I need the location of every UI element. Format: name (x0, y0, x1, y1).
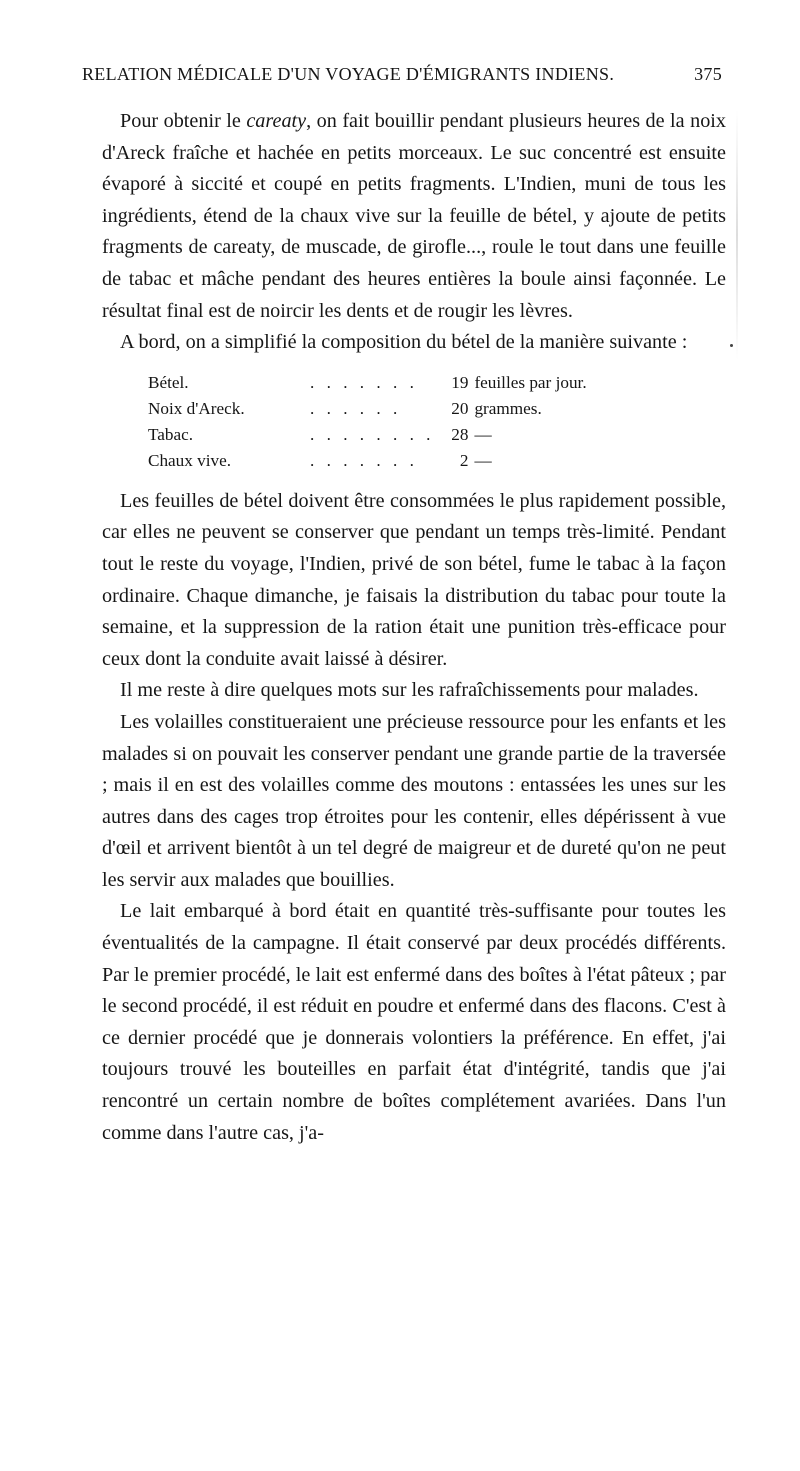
ration-row (148, 448, 664, 474)
ration-row (148, 370, 664, 396)
careaty-term: careaty (246, 110, 307, 132)
betel-ration-table (148, 370, 664, 474)
paragraph-refreshments: Il me reste à dire quelques mots sur les rafraîchissements pour malades. (120, 679, 699, 702)
paragraph-betel-leaves: Les feuilles de bétel doivent être consommées le plus rapidement possible, car elles ne peuvent se conserver que pendant un temps très-limité. Pendant tout le reste du voyage, l'Indien, privé de son bétel, fume le tabac à la façon ordinaire. Chaque dimanche, je faisais la distribution du tabac pour toute la semaine, et la suppression de la ration était une punition très-efficace pour ceux dont la conduite avait laissé à désirer. (102, 489, 726, 670)
running-header (82, 64, 722, 90)
ration-leader-dots: . . . . . . . (310, 450, 418, 470)
page-edge-shadow (736, 110, 738, 360)
paragraph-text: , on fait bouillir pendant plusieurs heures de la noix d'Areck fraîche et hachée en petits morceaux. Le suc concentré est ensuite évaporé à siccité et coupé en petits fragments. L'Indien, muni de tous les ingrédients, étend de la chaux vive sur la feuille de bétel, y ajoute de petits fragments de careaty, de muscade, de girofle..., roule le tout dans une feuille de tabac et mâche pendant des heures entières la boule ainsi façonnée. Le résultat final est de noircir les dents et de rougir les lèvres. (102, 110, 726, 322)
ration-unit: — (474, 424, 492, 444)
ration-item: Tabac. (148, 424, 194, 444)
ration-item: Noix d'Areck. (148, 398, 245, 418)
ration-leader-dots: . . . . . . (310, 398, 402, 418)
paragraph-poultry: Les volailles constitueraient une précieuse ressource pour les enfants et les malades si on pouvait les conserver pendant une grande partie de la traversée ; mais il en est des volailles comme des moutons : entassées les unes sur les autres dans des cages trop étroites pour les contenir, elles dépérissent à vue d'œil et arrivent bientôt à un tel degré de maigreur et de dureté qu'on ne peut les servir aux malades que bouillies. (102, 710, 726, 891)
ration-row (148, 396, 664, 422)
page-number: 375 (694, 64, 722, 84)
ration-unit: — (474, 450, 492, 470)
ration-row (148, 422, 664, 448)
ration-quantity: 19 (451, 372, 469, 392)
margin-mark (730, 344, 733, 347)
ration-unit: feuilles par jour. (474, 372, 587, 392)
ration-item: Bétel. (148, 372, 189, 392)
running-title: RELATION MÉDICALE D'UN VOYAGE D'ÉMIGRANTS INDIENS. (82, 64, 615, 84)
ration-quantity: 28 (451, 424, 469, 444)
paragraph-milk: Le lait embarqué à bord était en quantité très-suffisante pour toutes les éventualités de la campagne. Il était conservé par deux procédés différents. Par le premier procédé, le lait est enfermé dans des boîtes à l'état pâteux ; par le second procédé, il est réduit en poudre et enfermé dans des flacons. C'est à ce dernier procédé que je donnerais volontiers la préférence. En effet, j'ai toujours trouvé les bouteilles en parfait état d'intégrité, tandis que j'ai rencontré un certain nombre de boîtes complétement avariées. Dans l'un comme dans l'autre cas, j'a- (102, 900, 726, 1144)
ration-leader-dots: . . . . . . . . (310, 424, 435, 444)
ration-quantity: 2 (459, 450, 469, 470)
body-text (102, 106, 726, 1149)
paragraph-careaty (102, 106, 726, 327)
ration-quantity: 20 (451, 398, 469, 418)
paragraph-composition: A bord, on a simplifié la composition du bétel de la manière suivante : (120, 331, 688, 354)
ration-unit: grammes. (474, 398, 542, 418)
ration-item: Chaux vive. (148, 450, 232, 470)
paragraph-text: Pour obtenir le (120, 110, 247, 132)
ration-leader-dots: . . . . . . . (310, 372, 418, 392)
